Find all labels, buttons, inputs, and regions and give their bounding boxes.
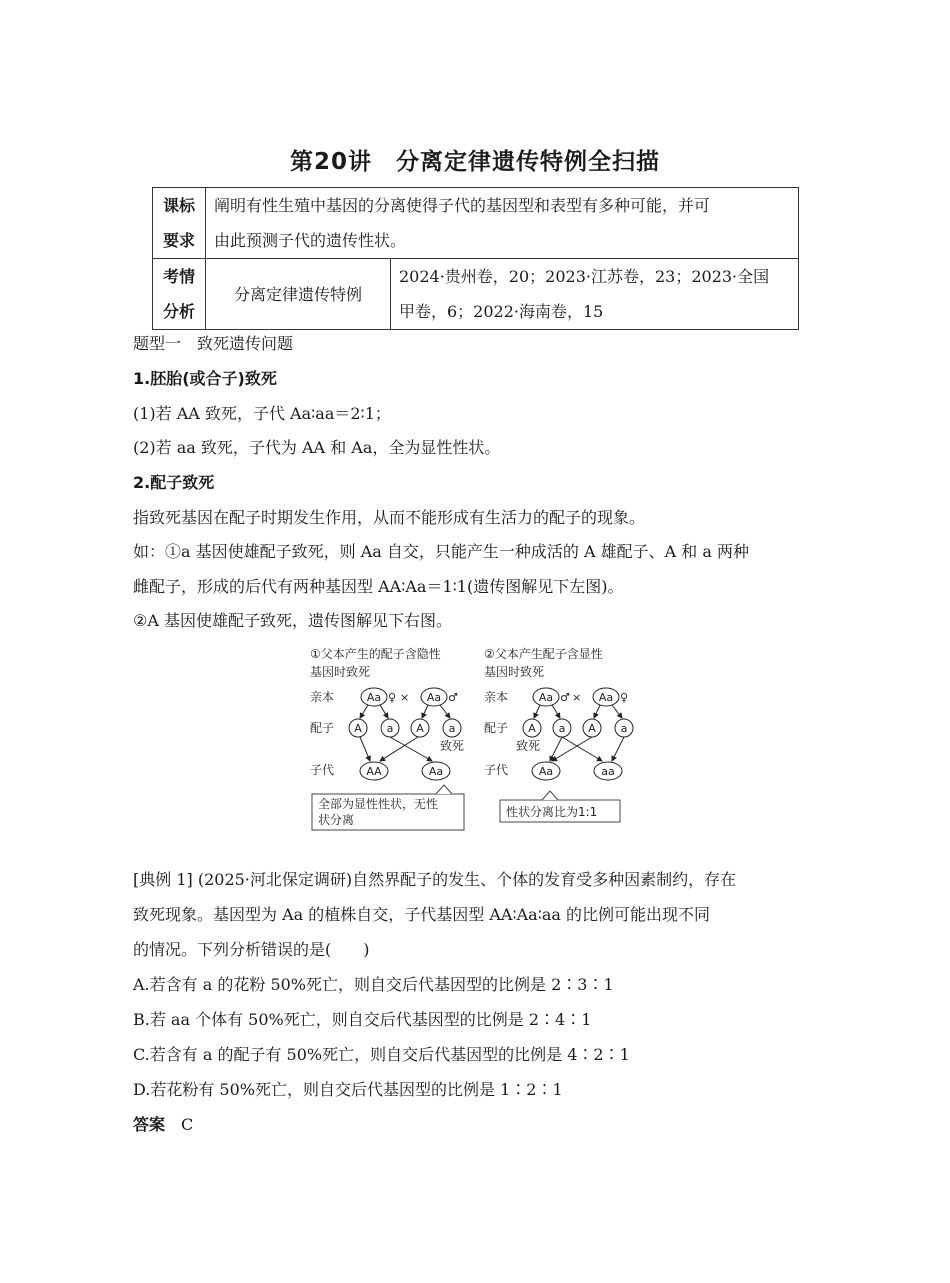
section-heading: 题型一 致死遗传问题 — [133, 334, 294, 353]
subheading-embryo-lethal: 1.胚胎(或合子)致死 — [133, 369, 277, 388]
parent-genotype: Aa — [366, 691, 382, 704]
left-note-line2: 状分离 — [318, 813, 355, 827]
row-label-offspring: 子代 — [484, 763, 509, 777]
paragraph: 如：①a 基因使雄配子致死，则 Aa 自交，只能产生一种成活的 A 雄配子、A 和 a 两种 — [133, 542, 749, 561]
female-symbol: ♀ — [620, 691, 629, 704]
cross-symbol: × — [400, 691, 410, 704]
row-label-offspring: 子代 — [310, 763, 335, 777]
paragraph: (2)若 aa 致死，子代为 AA 和 Aa，全为显性性状。 — [133, 438, 501, 457]
option-b: B.若 aa 个体有 50%死亡，则自交后代基因型的比例是 2∶4∶1 — [133, 1010, 592, 1029]
parent-genotype: Aa — [426, 691, 442, 704]
table-requirement-text: 阐明有性生殖中基因的分离使得子代的基因型和表型有多种可能，并可 由此预测子代的遗传性状。 — [206, 188, 799, 259]
table-exam-refs: 2024·贵州卷，20；2023·江苏卷，23；2023·全国 甲卷，6；2022·海南卷，15 — [391, 259, 799, 330]
gamete-label: A — [354, 722, 362, 735]
paragraph: (1)若 AA 致死，子代 Aa∶aa＝2∶1； — [133, 404, 391, 423]
answer-line — [133, 1112, 193, 1135]
right-note: 性状分离比为1:1 — [506, 805, 598, 819]
example-text: 的情况。下列分析错误的是( ) — [133, 940, 370, 959]
parent-genotype: Aa — [598, 691, 614, 704]
gamete-label: a — [386, 722, 394, 735]
offspring-label: AA — [366, 765, 382, 778]
female-symbol: ♀ — [388, 691, 397, 704]
offspring-label: Aa — [428, 765, 444, 778]
table-head-analysis: 考情 分析 — [153, 259, 206, 330]
offspring-label: Aa — [538, 765, 554, 778]
gamete-label: A — [588, 722, 596, 735]
parent-genotype: Aa — [538, 691, 554, 704]
answer-value: C — [181, 1115, 194, 1134]
gamete-label: A — [416, 722, 424, 735]
row-label-gamete: 配子 — [310, 721, 335, 735]
left-caption-line1: ①父本产生的配子含隐性 — [310, 647, 441, 661]
genetic-diagram — [306, 644, 636, 834]
gamete-label: a — [448, 722, 456, 735]
paragraph: 指致死基因在配子时期发生作用，从而不能形成有生活力的配子的现象。 — [133, 508, 646, 527]
example-text: 致死现象。基因型为 Aa 的植株自交，子代基因型 AA∶Aa∶aa 的比例可能出现不同 — [133, 905, 711, 924]
cross-symbol: × — [572, 691, 582, 704]
male-symbol: ♂ — [560, 691, 570, 704]
example-text: [典例 1] (2025·河北保定调研)自然界配子的发生、个体的发育受多种因素制约，存在 — [133, 870, 737, 889]
row-label-parent: 亲本 — [310, 690, 335, 704]
offspring-label: aa — [601, 765, 615, 778]
gamete-label: A — [528, 722, 536, 735]
table-head-requirement: 课标 要求 — [153, 188, 206, 259]
gamete-label: a — [620, 722, 628, 735]
answer-label: 答案 — [133, 1115, 166, 1134]
option-a: A.若含有 a 的花粉 50%死亡，则自交后代基因型的比例是 2∶3∶1 — [133, 975, 614, 994]
male-symbol: ♂ — [448, 691, 458, 704]
curriculum-table — [152, 187, 799, 330]
table-topic: 分离定律遗传特例 — [206, 259, 391, 330]
left-note-line1: 全部为显性性状，无性 — [318, 797, 439, 811]
paragraph: 雌配子，形成的后代有两种基因型 AA∶Aa＝1∶1(遗传图解见下左图)。 — [133, 577, 624, 596]
row-label-gamete: 配子 — [484, 721, 509, 735]
lethal-label: 致死 — [440, 739, 465, 753]
row-label-parent: 亲本 — [484, 690, 509, 704]
subheading-gamete-lethal: 2.配子致死 — [133, 473, 215, 492]
option-d: D.若花粉有 50%死亡，则自交后代基因型的比例是 1∶2∶1 — [133, 1080, 563, 1099]
option-c: C.若含有 a 的配子有 50%死亡，则自交后代基因型的比例是 4∶2∶1 — [133, 1045, 630, 1064]
paragraph: ②A 基因使雄配子致死，遗传图解见下右图。 — [133, 611, 452, 630]
left-caption-line2: 基因时致死 — [310, 665, 371, 679]
page-title: 第20讲 分离定律遗传特例全扫描 — [289, 149, 660, 175]
gamete-label: a — [558, 722, 566, 735]
lethal-label: 致死 — [516, 739, 541, 753]
right-caption-line2: 基因时致死 — [484, 665, 545, 679]
right-caption-line1: ②父本产生配子含显性 — [484, 647, 603, 661]
